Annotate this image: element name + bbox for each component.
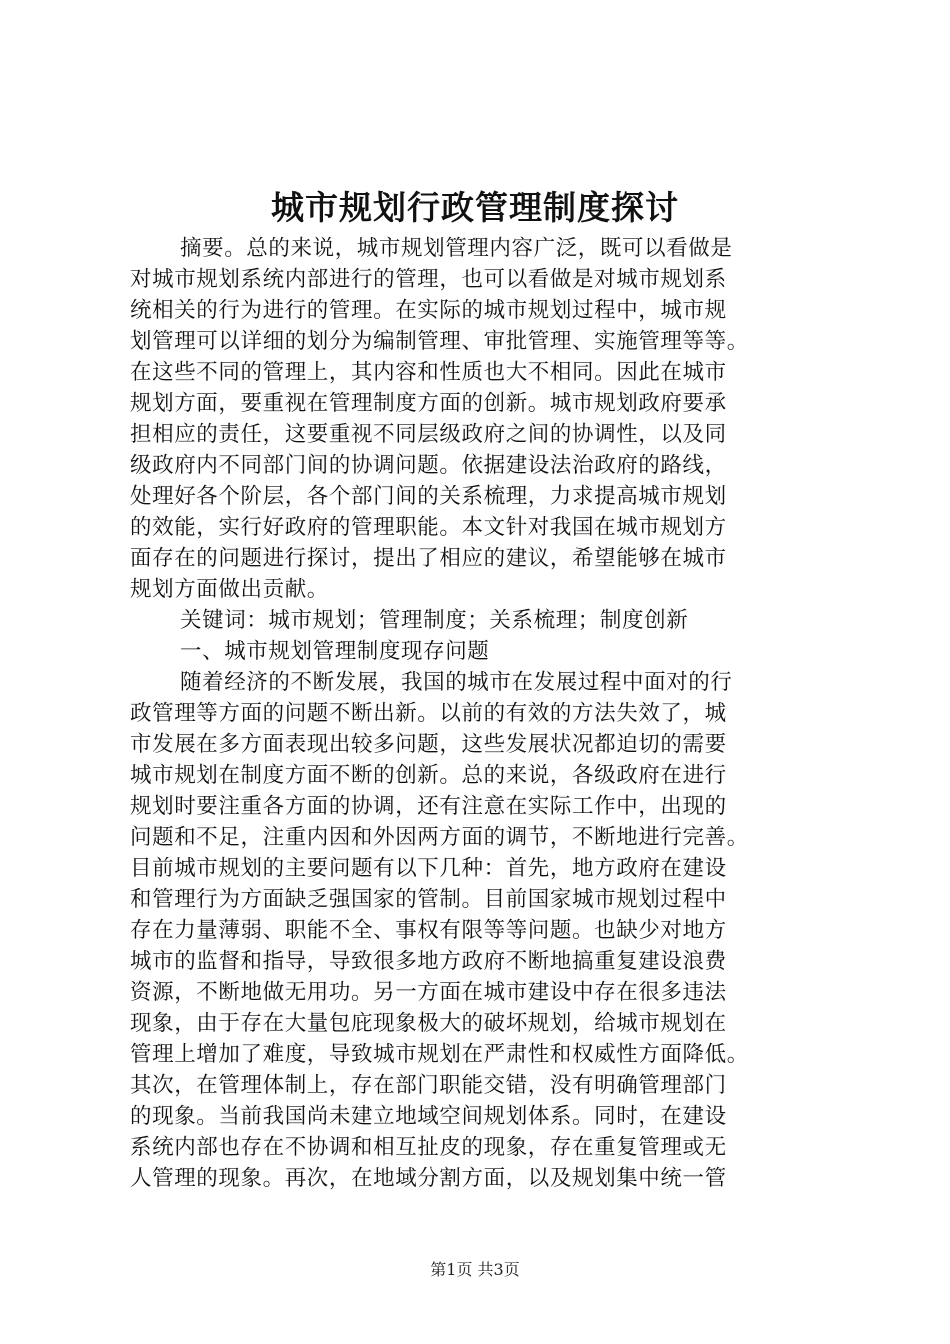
- keywords-line: 关键词：城市规划；管理制度；关系梳理；制度创新: [180, 608, 689, 633]
- body-line: 人管理的现象。再次，在地域分割方面，以及规划集中统一管: [130, 1166, 727, 1191]
- body-line: 城市的监督和指导，导致很多地方政府不断地搞重复建设浪费: [130, 949, 727, 974]
- body-line: 管理上增加了难度，导致城市规划在严肃性和权威性方面降低。: [130, 1042, 749, 1067]
- page-indicator: 第1页 共3页: [430, 1260, 520, 1279]
- body-line: 在这些不同的管理上，其内容和性质也大不相同。因此在城市: [130, 360, 727, 385]
- body-line: 问题和不足，注重内因和外因两方面的调节，不断地进行完善。: [130, 825, 749, 850]
- body-line: 政管理等方面的问题不断出新。以前的有效的方法失效了，城: [130, 701, 727, 726]
- body-line: 存在力量薄弱、职能不全、事权有限等等问题。也缺少对地方: [130, 918, 727, 943]
- body-line: 规划方面，要重视在管理制度方面的创新。城市规划政府要承: [130, 391, 727, 416]
- body-line: 规划时要注重各方面的协调，还有注意在实际工作中，出现的: [130, 794, 727, 819]
- body-line: 其次，在管理体制上，存在部门职能交错，没有明确管理部门: [130, 1073, 727, 1098]
- body-line: 的效能，实行好政府的管理职能。本文针对我国在城市规划方: [130, 515, 727, 540]
- body-line: 和管理行为方面缺乏强国家的管制。目前国家城市规划过程中: [130, 887, 727, 912]
- document-title: 城市规划行政管理制度探讨: [271, 188, 679, 227]
- body-line: 摘要。总的来说，城市规划管理内容广泛，既可以看做是: [180, 236, 733, 261]
- body-line: 资源，不断地做无用功。另一方面在城市建设中存在很多违法: [130, 980, 727, 1005]
- body-line: 处理好各个阶层，各个部门间的关系梳理，力求提高城市规划: [130, 484, 727, 509]
- body-line: 的现象。当前我国尚未建立地域空间规划体系。同时，在建设: [130, 1104, 727, 1129]
- body-line: 系统内部也存在不协调和相互扯皮的现象，存在重复管理或无: [130, 1135, 727, 1160]
- body-line: 市发展在多方面表现出较多问题，这些发展状况都迫切的需要: [130, 732, 727, 757]
- body-line: 城市规划在制度方面不断的创新。总的来说，各级政府在进行: [130, 763, 727, 788]
- body-line: 担相应的责任，这要重视不同层级政府之间的协调性，以及同: [130, 422, 727, 447]
- body-line: 划管理可以详细的划分为编制管理、审批管理、实施管理等等。: [130, 329, 749, 354]
- body-line: 规划方面做出贡献。: [130, 577, 329, 602]
- body-line: 随着经济的不断发展，我国的城市在发展过程中面对的行: [180, 670, 733, 695]
- body-line: 目前城市规划的主要问题有以下几种：首先，地方政府在建设: [130, 856, 727, 881]
- body-line: 现象，由于存在大量包庇现象极大的破坏规划，给城市规划在: [130, 1011, 727, 1036]
- body-line: 统相关的行为进行的管理。在实际的城市规划过程中，城市规: [130, 298, 727, 323]
- section-heading: 一、城市规划管理制度现存问题: [180, 639, 490, 664]
- body-line: 对城市规划系统内部进行的管理，也可以看做是对城市规划系: [130, 267, 727, 292]
- body-line: 级政府内不同部门间的协调问题。依据建设法治政府的路线，: [130, 453, 727, 478]
- document-body: [130, 233, 840, 1194]
- body-line: 面存在的问题进行探讨，提出了相应的建议，希望能够在城市: [130, 546, 727, 571]
